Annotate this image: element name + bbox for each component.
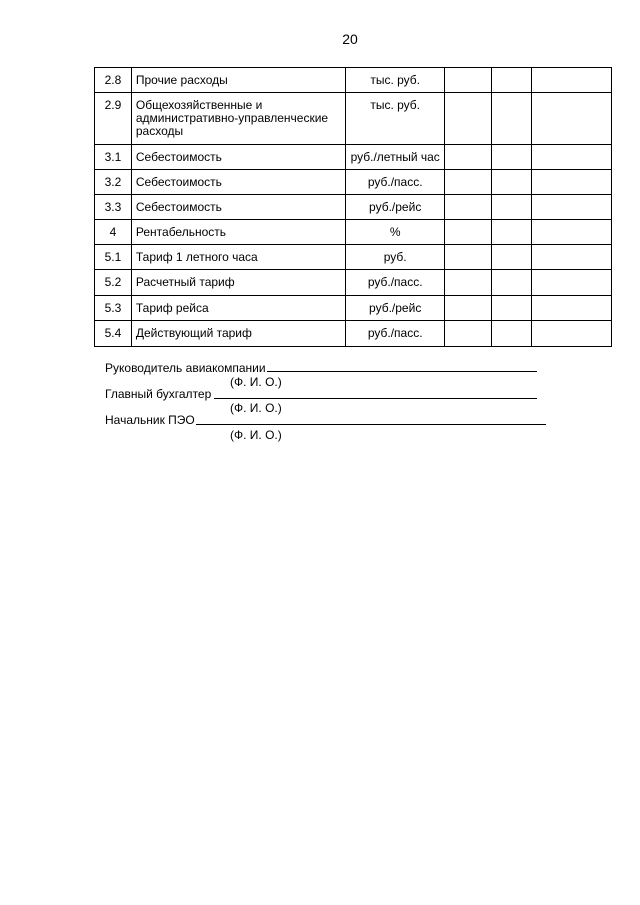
row-number: 3.1	[95, 145, 132, 170]
table-row	[95, 270, 612, 296]
row-indicator-name: Прочие расходы	[131, 68, 345, 93]
row-number: 5.2	[95, 270, 132, 296]
table-row	[95, 145, 612, 170]
row-unit: руб./рейс	[345, 296, 444, 321]
row-value-cell	[445, 245, 492, 270]
row-indicator-name: Себестоимость	[131, 195, 345, 220]
table-row	[95, 296, 612, 321]
table-row	[95, 321, 612, 347]
table-row	[95, 68, 612, 93]
row-value-cell	[492, 145, 532, 170]
row-number: 5.1	[95, 245, 132, 270]
row-unit: тыс. руб.	[345, 68, 444, 93]
row-value-cell	[492, 68, 532, 93]
head-fio-caption: (Ф. И. О.)	[230, 375, 282, 389]
accountant-signature-label: Главный бухгалтер	[105, 387, 212, 401]
row-unit: руб./рейс	[345, 195, 444, 220]
table-row	[95, 195, 612, 220]
row-value-cell	[445, 145, 492, 170]
row-value-cell	[492, 220, 532, 245]
row-value-cell	[445, 296, 492, 321]
head-signature-label: Руководитель авиакомпании	[105, 361, 266, 375]
row-value-cell	[492, 93, 532, 145]
row-value-cell	[445, 170, 492, 195]
row-indicator-name: Действующий тариф	[131, 321, 345, 347]
row-number: 2.9	[95, 93, 132, 145]
row-unit: %	[345, 220, 444, 245]
row-value-cell	[531, 270, 611, 296]
row-indicator-name: Себестоимость	[131, 145, 345, 170]
row-unit: руб./летный час	[345, 145, 444, 170]
row-indicator-name: Общехозяйственные и административно-управленческие расходы	[131, 93, 345, 145]
row-unit: руб./пасс.	[345, 270, 444, 296]
row-unit: руб./пасс.	[345, 321, 444, 347]
accountant-fio-caption: (Ф. И. О.)	[230, 401, 282, 415]
row-number: 5.3	[95, 296, 132, 321]
table-row	[95, 220, 612, 245]
row-indicator-name: Себестоимость	[131, 170, 345, 195]
row-value-cell	[445, 321, 492, 347]
row-number: 2.8	[95, 68, 132, 93]
page-number: 20	[342, 31, 358, 47]
row-indicator-name: Рентабельность	[131, 220, 345, 245]
row-value-cell	[492, 170, 532, 195]
peo-fio-caption: (Ф. И. О.)	[230, 428, 282, 442]
row-value-cell	[445, 220, 492, 245]
row-number: 5.4	[95, 321, 132, 347]
table-row	[95, 170, 612, 195]
row-unit: руб.	[345, 245, 444, 270]
row-value-cell	[531, 145, 611, 170]
accountant-signature-line	[214, 398, 537, 399]
row-value-cell	[531, 68, 611, 93]
row-indicator-name: Расчетный тариф	[131, 270, 345, 296]
row-number: 3.2	[95, 170, 132, 195]
row-value-cell	[492, 296, 532, 321]
peo-signature-label: Начальник ПЭО	[105, 413, 195, 427]
row-value-cell	[492, 195, 532, 220]
table-row	[95, 93, 612, 145]
row-value-cell	[531, 170, 611, 195]
table-row	[95, 245, 612, 270]
row-value-cell	[445, 195, 492, 220]
head-signature-line	[267, 371, 537, 372]
row-value-cell	[531, 93, 611, 145]
row-value-cell	[445, 68, 492, 93]
row-value-cell	[531, 245, 611, 270]
row-value-cell	[492, 270, 532, 296]
row-value-cell	[531, 220, 611, 245]
row-indicator-name: Тариф рейса	[131, 296, 345, 321]
cost-table-body	[95, 68, 612, 347]
row-value-cell	[531, 296, 611, 321]
row-indicator-name: Тариф 1 летного часа	[131, 245, 345, 270]
row-unit: руб./пасс.	[345, 170, 444, 195]
row-number: 3.3	[95, 195, 132, 220]
row-value-cell	[492, 245, 532, 270]
row-value-cell	[531, 321, 611, 347]
cost-table	[94, 67, 612, 347]
row-value-cell	[445, 270, 492, 296]
row-value-cell	[445, 93, 492, 145]
peo-signature-line	[196, 424, 546, 425]
row-value-cell	[492, 321, 532, 347]
row-value-cell	[531, 195, 611, 220]
row-unit: тыс. руб.	[345, 93, 444, 145]
row-number: 4	[95, 220, 132, 245]
